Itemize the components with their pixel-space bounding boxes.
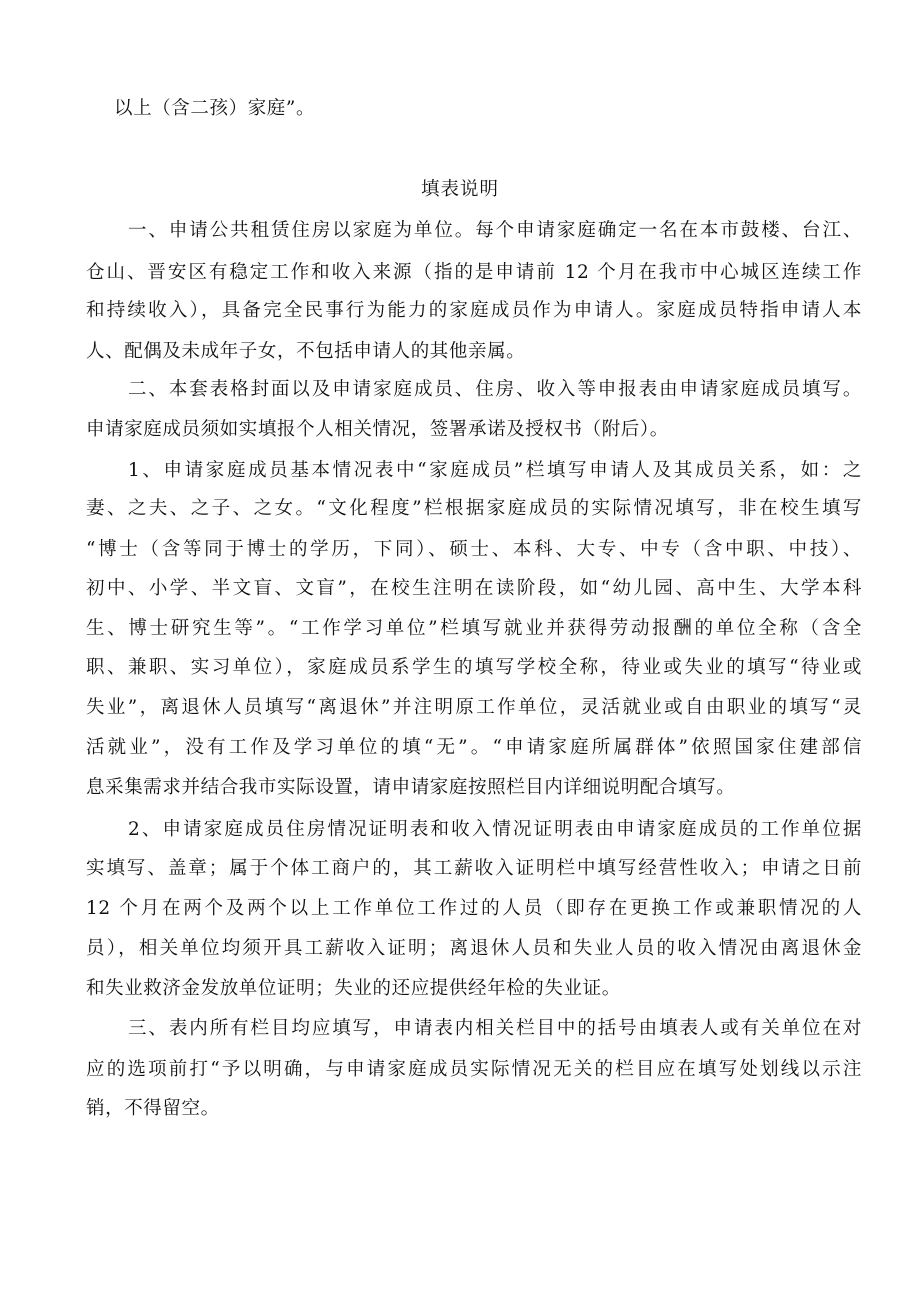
paragraph-line: 失业”，离退休人员填写“离退休”并注明原工作单位，灵活就业或自由职业的填写“灵 [86,697,862,718]
paragraph-line: 初中、小学、半文盲、文盲”，在校生注明在读阶段，如“幼儿园、高中生、大学本科 [86,578,862,599]
paragraph-line: 活就业”，没有工作及学习单位的填“无”。“申请家庭所属群体”依照国家住建部信 [86,737,862,758]
carryover-line: 以上（含二孩）家庭”。 [114,98,316,119]
paragraph-line: 销，不得留空。 [86,1098,220,1119]
paragraph-line: 息采集需求并结合我市实际设置，请申请家庭按照栏目内详细说明配合填写。 [86,777,736,798]
paragraph-line: 二、本套表格封面以及申请家庭成员、住房、收入等申报表由申请家庭成员填写。 [128,379,862,400]
paragraph-line: 和失业救济金发放单位证明；失业的还应提供经年检的失业证。 [86,978,621,999]
paragraph-line: 申请家庭成员须如实填报个人相关情况，签署承诺及授权书（附后）。 [86,419,669,440]
paragraph-line: 三、表内所有栏目均应填写，申请表内相关栏目中的括号由填表人或有关单位在对 [128,1018,862,1039]
paragraph-line: 2、申请家庭成员住房情况证明表和收入情况证明表由申请家庭成员的工作单位据 [128,819,862,840]
paragraph-line: 职、兼职、实习单位），家庭成员系学生的填写学校全称，待业或失业的填写“待业或 [86,657,862,678]
paragraph-line: 12 个月在两个及两个以上工作单位工作过的人员（即存在更换工作或兼职情况的人 [86,898,862,919]
paragraph-line: 和持续收入），具备完全民事行为能力的家庭成员作为申请人。家庭成员特指申请人本 [86,300,862,321]
paragraph-line: 妻、之夫、之子、之女。“文化程度”栏根据家庭成员的实际情况填写，非在校生填写 [86,498,862,519]
paragraph-line: 实填写、盖章；属于个体工商户的，其工薪收入证明栏中填写经营性收入；申请之日前 [86,858,862,879]
paragraph-line: 应的选项前打“予以明确，与申请家庭成员实际情况无关的栏目应在填写处划线以示注 [86,1059,862,1080]
page-title: 填表说明 [420,179,499,200]
paragraph-line: 生、博士研究生等”。“工作学习单位”栏填写就业并获得劳动报酬的单位全称（含全 [86,618,862,639]
paragraph-line: 人、配偶及未成年子女，不包括申请人的其他亲属。 [86,341,526,362]
paragraph-line: 1、申请家庭成员基本情况表中“家庭成员”栏填写申请人及其成员关系，如：之 [128,460,862,481]
paragraph-line: 一、申请公共租赁住房以家庭为单位。每个申请家庭确定一名在本市鼓楼、台江、 [128,220,862,241]
paragraph-line: “博士（含等同于博士的学历，下同）、硕士、本科、大专、中专（含中职、中技）、 [86,539,862,560]
paragraph-line: 仓山、晋安区有稳定工作和收入来源（指的是申请前 12 个月在我市中心城区连续工作 [86,262,862,283]
paragraph-line: 员），相关单位均须开具工薪收入证明；离退休人员和失业人员的收入情况由离退休金 [86,938,862,959]
